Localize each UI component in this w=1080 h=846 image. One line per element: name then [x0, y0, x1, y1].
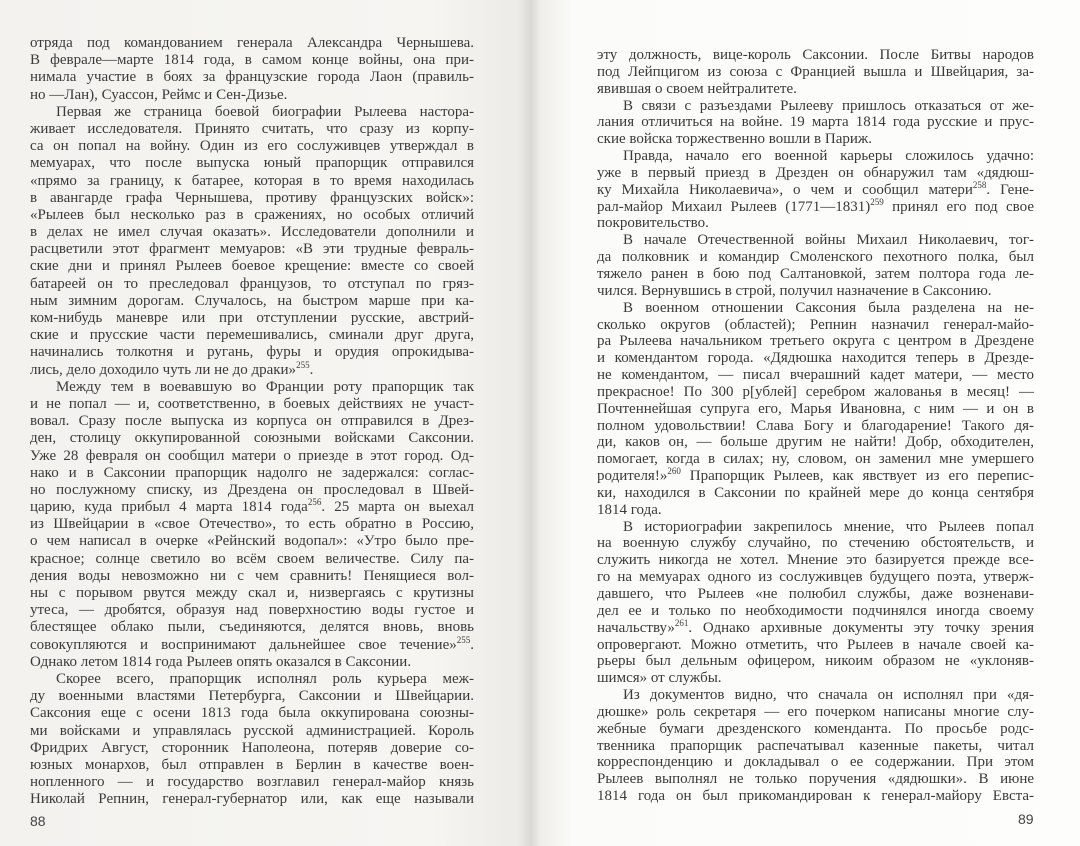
text-line [30, 35, 474, 52]
line-text: ным зимним дорогам. Случалось, на быстром марше при ка- [30, 292, 474, 309]
text-line [597, 519, 1034, 536]
text-line [597, 47, 1034, 64]
text-line [597, 617, 1034, 637]
line-text: дения воды невозможно ни с чем сравнить! Пенящиеся вол- [30, 567, 474, 584]
line-text: В связи с разъездами Рылееву пришлось отказаться от же- [623, 97, 1034, 114]
line-text: прекрасное! По 300 р[ублей] серебром жалованья в месяц! — [597, 383, 1034, 400]
line-text: ку Михайла Николаевича», о чем и сообщил матери [597, 181, 973, 198]
left-page-text [30, 35, 474, 808]
line-text: Саксония еще с осени 1813 года была оккупирована союзны- [30, 705, 474, 722]
line-text: из Швейцарии в «свое Отечество», то есть обратно в Россию, [30, 516, 474, 533]
text-line [597, 653, 1034, 670]
text-line [30, 121, 474, 138]
line-text: отряда под командованием генерала Александра Чернышева. [30, 35, 474, 51]
line-text: Рылеев выполнял не только поручения «дядюшки». В июне [597, 771, 1034, 788]
line-text: да полковник и командир Смоленского пехотного полка, был [597, 249, 1034, 266]
text-line [597, 603, 1034, 620]
line-text: ди, каков он, — больше другим не найти! Добр, обходителен, [597, 434, 1034, 451]
text-line [597, 64, 1034, 81]
text-line [597, 535, 1034, 552]
text-line [30, 104, 474, 121]
text-line [597, 434, 1034, 451]
text-line [30, 705, 474, 722]
text-line [597, 754, 1034, 771]
line-text-after-footnote: . Гене- [986, 181, 1034, 198]
text-line [30, 688, 474, 705]
page-number-right: 89 [1018, 811, 1034, 827]
line-text: Фридрих Август, сторонник Наполеона, потеряв доверие со- [30, 739, 474, 756]
line-text: и комендантом города. «Дядюшка находится теперь в Дрезде- [597, 350, 1034, 367]
line-text: лись, дело доходило чуть ли не до драки» [30, 361, 297, 378]
text-line [30, 359, 474, 379]
text-line [597, 451, 1034, 468]
line-text: чился. Вернувшись в строй, получил назначение в Саксонию. [597, 282, 992, 299]
line-text: в делах не имел случая оказать». Исследователи дополнили и [30, 224, 474, 241]
text-line [30, 379, 474, 396]
line-text: красное; солнце светило во всём своем величестве. Силу па- [30, 550, 474, 567]
line-text: о чем написал в очерке «Рейнский водопал»: «Утро было пре- [30, 533, 474, 550]
line-text-after-footnote: . 25 марта он выехал [321, 499, 474, 516]
text-line [597, 418, 1034, 435]
text-line [30, 276, 474, 293]
line-text: на военную службу случайно, по стечению обстоятельств, и [597, 535, 1034, 552]
text-line [597, 670, 1034, 687]
text-line [30, 224, 474, 241]
text-line [30, 207, 474, 224]
text-line [597, 215, 1034, 232]
footnote-ref: 255 [296, 359, 310, 370]
text-line [30, 173, 474, 190]
text-line [597, 333, 1034, 350]
text-line [597, 468, 1034, 485]
line-text: ком-нибудь маневре или при отступлении русские, австрий- [30, 310, 474, 326]
text-line [597, 232, 1034, 249]
line-text: сколько округов (областей); Репнин назначил генерал-майо- [597, 316, 1034, 333]
line-text: ра Рылеева начальником третьего округа с центром в Дрездене [597, 333, 1034, 350]
line-text: вовал. Сразу после выпуска из корпуса он отправился в Дрез- [30, 413, 474, 430]
line-text: В начале Отечественной войны Михаил Николаевич, тог- [623, 232, 1034, 249]
line-text: царию, куда прибыл 4 марта 1814 года [30, 499, 308, 516]
line-text: расцветили этот фрагмент мемуаров: «В эти трудные февраль- [30, 241, 474, 258]
text-line [597, 552, 1034, 569]
line-text: нопленного — и государство возглавил генерал-майор князь [30, 774, 474, 791]
line-text: уже в первый приезд в Дрезден он обнаружил там «дядюш- [597, 164, 1034, 181]
text-line [30, 602, 474, 619]
line-text: лания отличиться на войне. 19 марта 1814 года русские и прус- [597, 114, 1034, 131]
text-line [30, 619, 474, 636]
text-line [30, 430, 474, 447]
line-text: нако и в Саксонии прапорщик надолго не задержался: соглас- [30, 464, 474, 481]
line-text: твенника прапорщик распечатывал казенные пакеты, читал [597, 737, 1034, 754]
text-line [30, 757, 474, 774]
text-line [597, 586, 1034, 603]
text-line [30, 69, 474, 86]
text-line [597, 788, 1034, 805]
text-line [30, 634, 474, 654]
text-line [30, 87, 474, 104]
line-text: Уже 28 февраля он сообщил матери о приезде в этот город. Од- [30, 447, 474, 464]
line-text-after-footnote: принял его под свое [883, 198, 1035, 215]
line-text: и не попал — и, соответственно, в боевых действиях не участ- [30, 395, 474, 412]
line-text: нимала участие в боях за французские города Лаон (правиль- [30, 69, 474, 86]
line-text: Из документов видно, что сначала он исполнял при «дя- [623, 687, 1034, 704]
text-line [30, 568, 474, 585]
line-text: родителя!» [597, 468, 668, 485]
line-text: Однако летом 1814 года Рылеев опять оказался в Саксонии. [30, 653, 412, 670]
line-text: покровительство. [597, 215, 709, 232]
text-line [30, 241, 474, 258]
text-line [597, 771, 1034, 788]
text-line [30, 293, 474, 310]
line-text: тяжело ранен в бою под Салтановкой, затем полтора года ле- [597, 265, 1034, 282]
line-text: ские и прусские части перемешивались, сминали друг друга, [30, 327, 474, 344]
text-line [30, 190, 474, 207]
text-line [30, 396, 474, 413]
line-text: в авангарде графа Чернышева, противу французских войск»: [30, 189, 474, 206]
text-line [30, 327, 474, 344]
line-text: го на мемуарах одного из сослуживцев будущего поэта, утверж- [597, 569, 1034, 586]
line-text: ми войсками и управлялась русской администрацией. Король [30, 722, 474, 739]
footnote-ref: 261 [674, 617, 689, 628]
line-text: служить никогда не хотел. Мнение это базируется прежде все- [597, 552, 1034, 569]
line-text: мемуарах, что после выпуска юный прапорщик отправился [30, 155, 474, 172]
line-text: явившая о своем нейтралитете. [597, 80, 797, 97]
text-line [597, 401, 1034, 418]
text-line [30, 551, 474, 568]
footnote-ref: 255 [456, 634, 471, 645]
text-line [597, 367, 1034, 384]
text-line [597, 300, 1034, 317]
line-text: Почтеннейшая супруга его, Марья Ивановна, с ним — и он в [597, 400, 1034, 417]
text-line [597, 179, 1034, 199]
text-line [597, 738, 1034, 755]
text-line [597, 569, 1034, 586]
footnote-ref: 259 [870, 196, 884, 207]
line-text: начинались толкотня и ругань, фуры и орудия опрокидыва- [30, 344, 474, 361]
line-text: живает исследователя. Принято считать, что сразу из корпу- [30, 120, 474, 137]
line-text: опровергают. Можно отметить, что Рылеев в начале своей ка- [597, 636, 1034, 653]
line-text: ду военными властями Петербурга, Саксонии и Швейцарии. [30, 688, 474, 705]
text-line [30, 258, 474, 275]
text-line [597, 317, 1034, 334]
line-text: ны с порывом рвутся между скал и, низвергаясь с крутизны [30, 585, 474, 601]
text-line [597, 283, 1034, 300]
footnote-ref: 256 [307, 497, 322, 508]
line-text: Между тем в воевавшую во Франции роту прапорщик так [56, 378, 474, 395]
text-line [597, 350, 1034, 367]
line-text: юзных монархов, был отправлен в Берлин в качестве воен- [30, 756, 474, 773]
text-line [30, 585, 474, 602]
line-text: под Лейпцигом из союза с Францией вышла и Швейцария, за- [597, 63, 1034, 80]
text-line [597, 148, 1034, 165]
text-line [597, 704, 1034, 721]
text-line [597, 81, 1034, 98]
line-text: эту должность, вице-король Саксонии. После Битвы народов [597, 47, 1034, 63]
line-text: дел ее и только по необходимости подчинялся иногда своему [597, 602, 1034, 619]
line-text: ские войска торжественно вошли в Париж. [597, 131, 872, 148]
text-line [30, 774, 474, 791]
text-line [30, 516, 474, 533]
line-text: но послужному списку, из Дрездена он проследовал в Швей- [30, 481, 474, 498]
line-text: дюшке» роль секретаря — его почерком написаны многие слу- [597, 703, 1034, 720]
line-text: блестящее облако пыли, съединяются, делятся вновь, вновь [30, 619, 474, 636]
text-line [597, 98, 1034, 115]
text-line [597, 165, 1034, 182]
line-text: полном удовольствии! Слава Богу и благодарение! Такого дя- [597, 417, 1034, 434]
line-text-after-footnote: . [309, 361, 314, 378]
footnote-ref: 260 [667, 466, 681, 477]
text-line [597, 249, 1034, 266]
line-text: корреспонденцию и докладывал о ее содержании. При этом [597, 754, 1034, 771]
line-text: «прямо за границу, к батарее, которая в то время находилась [30, 172, 474, 189]
text-line [597, 196, 1035, 216]
line-text: утеса, — дробятся, образуя над поверхностию воды густое и [30, 602, 474, 619]
line-text-after-footnote: . Однако архивные документы эту точку зрения [688, 619, 1034, 636]
text-line [30, 344, 474, 361]
line-text: «Рылеев был несколько раз в сражениях, но особых отличий [30, 206, 474, 223]
text-line [597, 131, 1034, 148]
text-line [597, 687, 1034, 704]
text-line [30, 52, 474, 69]
line-text: В военном отношении Саксония была разделена на не- [623, 299, 1034, 316]
text-line [30, 155, 474, 172]
line-text: но —Лан), Суассон, Реймс и Сен-Дизье. [30, 86, 288, 103]
text-line [30, 465, 474, 482]
line-text: 1814 года он был прикомандирован к генерал-майору Евста- [597, 788, 1034, 805]
footnote-ref: 258 [972, 179, 987, 190]
text-line [30, 499, 474, 516]
line-text: са он попал на войну. Один из его сослуживцев утверждал в [30, 138, 474, 155]
line-text-after-footnote: Прапорщик Рылеев, как явствует из его перепис- [680, 468, 1034, 485]
line-text: начальству» [597, 619, 675, 636]
text-line [597, 637, 1034, 654]
line-text: жебные бумаги дрезденского коменданта. По просьбе родс- [597, 720, 1034, 737]
text-line [30, 723, 474, 740]
right-page-text [597, 47, 1034, 805]
line-text: помогает, когда в силах; ну, словом, он заменил мне умершего [597, 451, 1034, 468]
text-line [597, 114, 1034, 131]
text-line [30, 740, 474, 757]
line-text: совокупляются и воспринимают дальнейшее свое течение» [30, 636, 457, 653]
line-text: рьеры был дельным офицером, никоим образом не «уклоняв- [597, 653, 1034, 670]
line-text: ские дни и принял Рылеев боевое крещение: вместе со своей [30, 258, 474, 275]
text-line [30, 671, 474, 688]
text-line [30, 413, 474, 430]
text-line [30, 482, 474, 499]
line-text: В историографии закрепилось мнение, что Рылеев попал [623, 518, 1034, 535]
line-text: шимся» от службы. [597, 670, 722, 687]
text-line [30, 654, 474, 671]
text-line [597, 384, 1034, 401]
line-text: не комендантом, — писал вчерашний кадет матери, — место [597, 367, 1034, 384]
line-text: В феврале—марте 1814 года, в самом конце войны, она при- [30, 52, 474, 69]
text-line [597, 721, 1034, 738]
text-line [30, 448, 474, 465]
text-line [30, 791, 474, 808]
text-line [597, 485, 1034, 502]
text-line [597, 502, 1034, 519]
page-number-left: 88 [30, 813, 46, 829]
line-text: рал-майор Михаил Рылеев (1771—1831) [597, 198, 871, 215]
text-line [30, 310, 474, 327]
line-text: ки, находился в Саксонии по крайней мере до конца сентября [597, 484, 1034, 501]
text-line [30, 138, 474, 155]
line-text: 1814 года. [597, 501, 662, 518]
line-text: Правда, начало его военной карьеры сложилось удачно: [623, 148, 1034, 165]
line-text: давшего, что Рылеев «не полюбил службы, даже возненави- [597, 586, 1034, 602]
line-text: Первая же страница боевой биографии Рылеева настора- [56, 103, 474, 120]
text-line [597, 266, 1034, 283]
line-text: батареей он то преследовал французов, то отступал по гряз- [30, 275, 474, 292]
line-text: Скорее всего, прапорщик исполнял роль курьера меж- [56, 670, 474, 687]
line-text: Николай Репнин, генерал-губернатор или, как еще называли [30, 791, 474, 808]
text-line [30, 533, 474, 550]
line-text-after-footnote: . [470, 636, 474, 653]
line-text: ден, столицу оккупированной союзными войсками Саксонии. [30, 430, 474, 447]
